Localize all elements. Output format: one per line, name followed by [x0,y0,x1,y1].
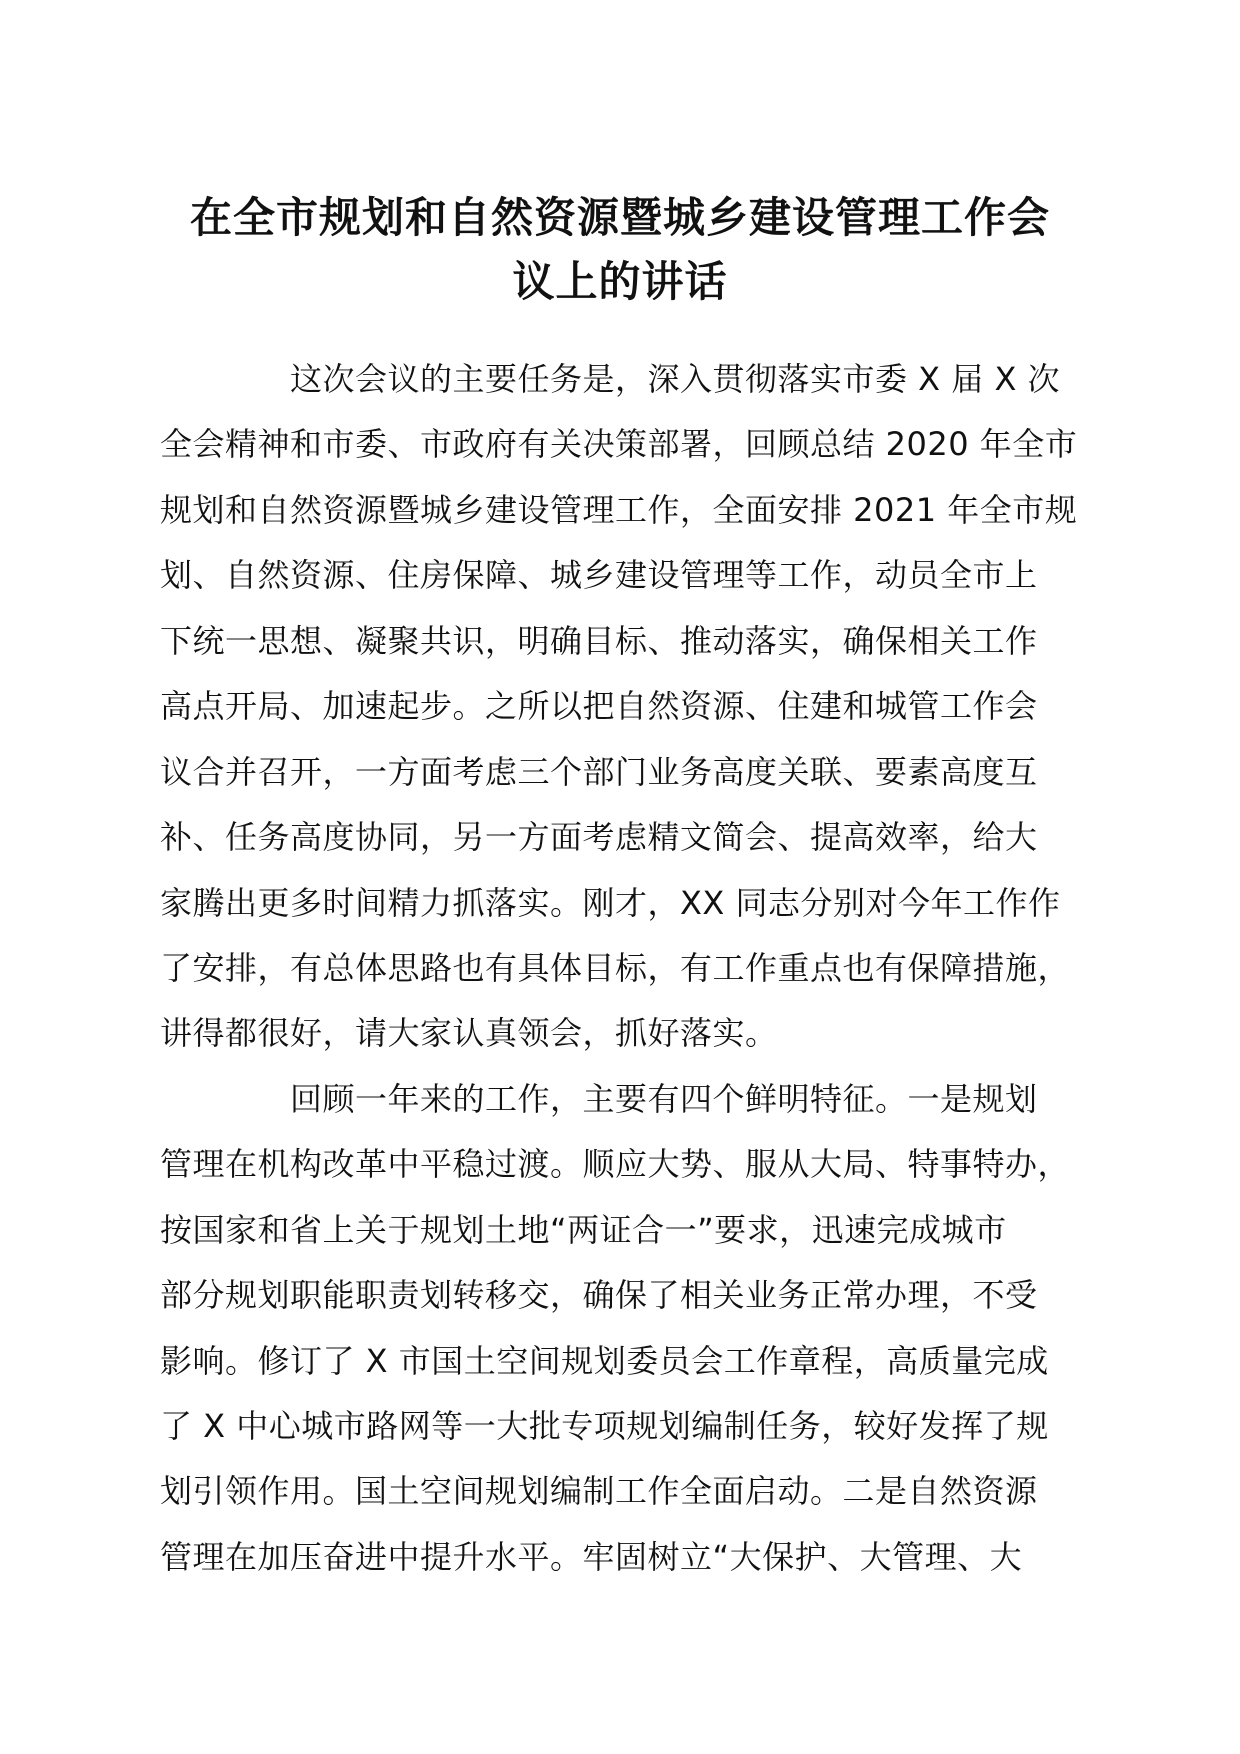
text-line: 高点开局、加速起步。之所以把自然资源、住建和城管工作会 [160,687,1038,726]
text-line: 全会精神和市委、市政府有关决策部署，回顾总结 2020 年全市 [160,425,1078,464]
paragraph-review [160,1067,1120,1591]
text-line: 议合并召开，一方面考虑三个部门业务高度关联、要素高度互 [160,752,1038,791]
text-line: 按国家和省上关于规划土地“两证合一”要求，迅速完成城市 [160,1210,1007,1249]
text-line: 管理在加压奋进中提升水平。牢固树立“大保护、大管理、大 [160,1537,1023,1576]
text-line: 了 X 中心城市路网等一大批专项规划编制任务，较好发挥了规 [160,1407,1049,1445]
text-line: 划、自然资源、住房保障、城乡建设管理等工作，动员全市上 [160,556,1038,595]
title-line: 议上的讲话 [512,257,728,306]
text-line: 这次会议的主要任务是，深入贯彻落实市委 X 届 X 次 [290,360,1061,398]
text-line: 划引领作用。国土空间规划编制工作全面启动。二是自然资源 [160,1472,1038,1511]
text-line: 管理在机构改革中平稳过渡。顺应大势、服从大局、特事特办， [160,1145,1071,1184]
text-line: 下统一思想、凝聚共识，明确目标、推动落实，确保相关工作 [160,621,1038,660]
text-line: 影响。修订了 X 市国土空间规划委员会工作章程，高质量完成 [160,1341,1049,1380]
text-line: 回顾一年来的工作，主要有四个鲜明特征。一是规划 [290,1079,1038,1118]
text-line: 部分规划职能职责划转移交，确保了相关业务正常办理，不受 [160,1276,1038,1315]
document-body [160,347,1120,1590]
document-title [150,186,1090,314]
text-line: 家腾出更多时间精力抓落实。刚才，XX 同志分别对今年工作作 [160,883,1061,922]
paragraph-opening [160,347,1120,1067]
text-line: 补、任务高度协同，另一方面考虑精文简会、提高效率，给大 [160,818,1038,857]
title-line: 在全市规划和自然资源暨城乡建设管理工作会 [189,193,1050,242]
text-line: 了安排，有总体思路也有具体目标，有工作重点也有保障措施， [160,948,1071,987]
text-line: 规划和自然资源暨城乡建设管理工作，全面安排 2021 年全市规 [160,490,1078,529]
text-line: 讲得都很好，请大家认真领会，抓好落实。 [160,1014,778,1053]
